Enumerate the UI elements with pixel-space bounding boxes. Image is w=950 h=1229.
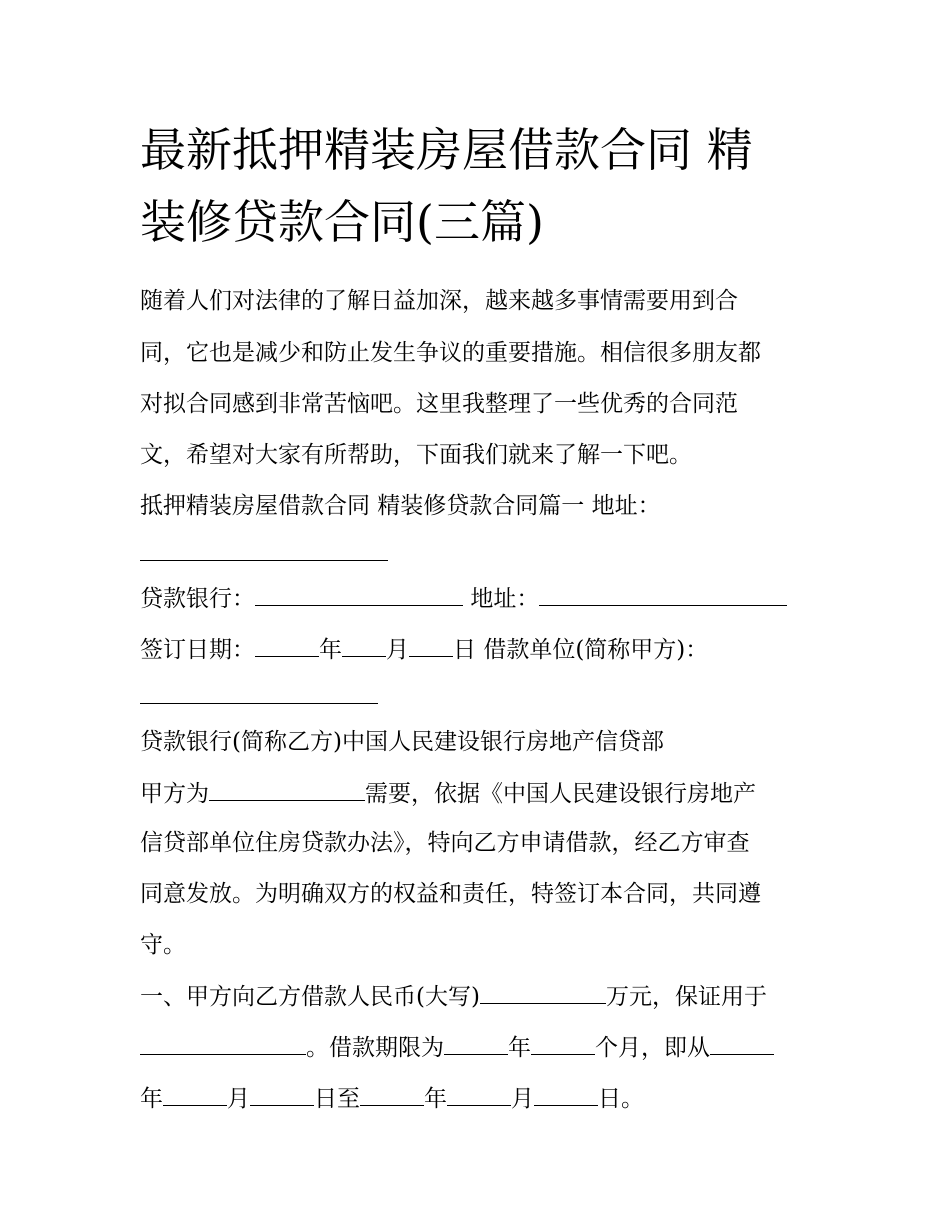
clause-1-suffix: 万元，保证用于: [605, 984, 767, 1010]
term-text: 。借款期限为: [306, 1035, 444, 1061]
sign-year-blank: [255, 634, 319, 657]
lender-line: [140, 583, 820, 614]
months-text: 个月，即从: [595, 1035, 710, 1061]
section-1-heading: 抵押精装房屋借款合同 精装修贷款合同篇一 地址：: [140, 493, 661, 519]
address-blank: [140, 538, 388, 561]
sign-month-blank: [342, 634, 386, 657]
start-year-blank: [710, 1032, 774, 1055]
sign-date-line: [140, 634, 820, 665]
clause-1-line-2: [140, 1032, 820, 1063]
start-year-label: 年: [140, 1086, 163, 1112]
sign-day-blank: [409, 634, 453, 657]
lender-label: 贷款银行：: [140, 586, 255, 612]
year-label: 年: [319, 637, 342, 663]
clause-1-prefix: 一、甲方向乙方借款人民币(大写): [140, 984, 480, 1010]
address-blank-line: [140, 538, 820, 569]
body-line-2: 同意发放。为明确双方的权益和责任，特签订本合同，共同遵: [140, 881, 761, 907]
address-label: 地址：: [470, 586, 540, 612]
start-day-blank: [250, 1083, 314, 1106]
month-label: 月: [386, 637, 409, 663]
document-title-line-2: 装修贷款合同(三篇): [140, 195, 544, 249]
from-to-label: 日至: [314, 1086, 360, 1112]
end-day-blank: [534, 1083, 598, 1106]
start-month-blank: [163, 1083, 227, 1106]
lender-address-blank: [539, 583, 787, 606]
body-line-3: 守。: [140, 932, 186, 958]
party-a-line: [140, 778, 820, 809]
borrower-blank-line: [140, 681, 820, 712]
intro-line-1: 随着人们对法律的了解日益加深，越来越多事情需要用到合: [140, 288, 738, 314]
lender-full-line: 贷款银行(简称乙方)中国人民建设银行房地产信贷部: [140, 729, 664, 755]
document-title-line-1: 最新抵押精装房屋借款合同 精: [140, 123, 753, 177]
end-month-label: 月: [511, 1086, 534, 1112]
sign-date-label: 签订日期：: [140, 637, 255, 663]
end-year-blank: [360, 1083, 424, 1106]
end-period-label: 日。: [598, 1086, 644, 1112]
intro-line-3: 对拟合同感到非常苦恼吧。这里我整理了一些优秀的合同范: [140, 391, 738, 417]
clause-1-line-3: [140, 1083, 820, 1114]
clause-1-line-1: [140, 981, 820, 1012]
party-a-suffix: 需要，依据《中国人民建设银行房地产: [365, 781, 756, 807]
term-year-label: 年: [508, 1035, 531, 1061]
day-label: 日: [453, 637, 476, 663]
party-a-prefix: 甲方为: [140, 781, 209, 807]
term-month-blank: [531, 1032, 595, 1055]
end-year-label: 年: [424, 1086, 447, 1112]
use-blank: [140, 1032, 306, 1055]
term-year-blank: [444, 1032, 508, 1055]
amount-blank: [480, 981, 606, 1004]
borrower-label: 借款单位(简称甲方)：: [483, 637, 709, 663]
start-month-label: 月: [227, 1086, 250, 1112]
intro-line-2: 同，它也是减少和防止发生争议的重要措施。相信很多朋友都: [140, 340, 761, 366]
intro-line-4: 文，希望对大家有所帮助，下面我们就来了解一下吧。: [140, 442, 692, 468]
end-month-blank: [447, 1083, 511, 1106]
purpose-blank: [209, 778, 365, 801]
lender-blank: [255, 583, 463, 606]
body-line-1: 信贷部单位住房贷款办法》，特向乙方申请借款，经乙方审查: [140, 830, 750, 856]
borrower-blank: [140, 681, 378, 704]
